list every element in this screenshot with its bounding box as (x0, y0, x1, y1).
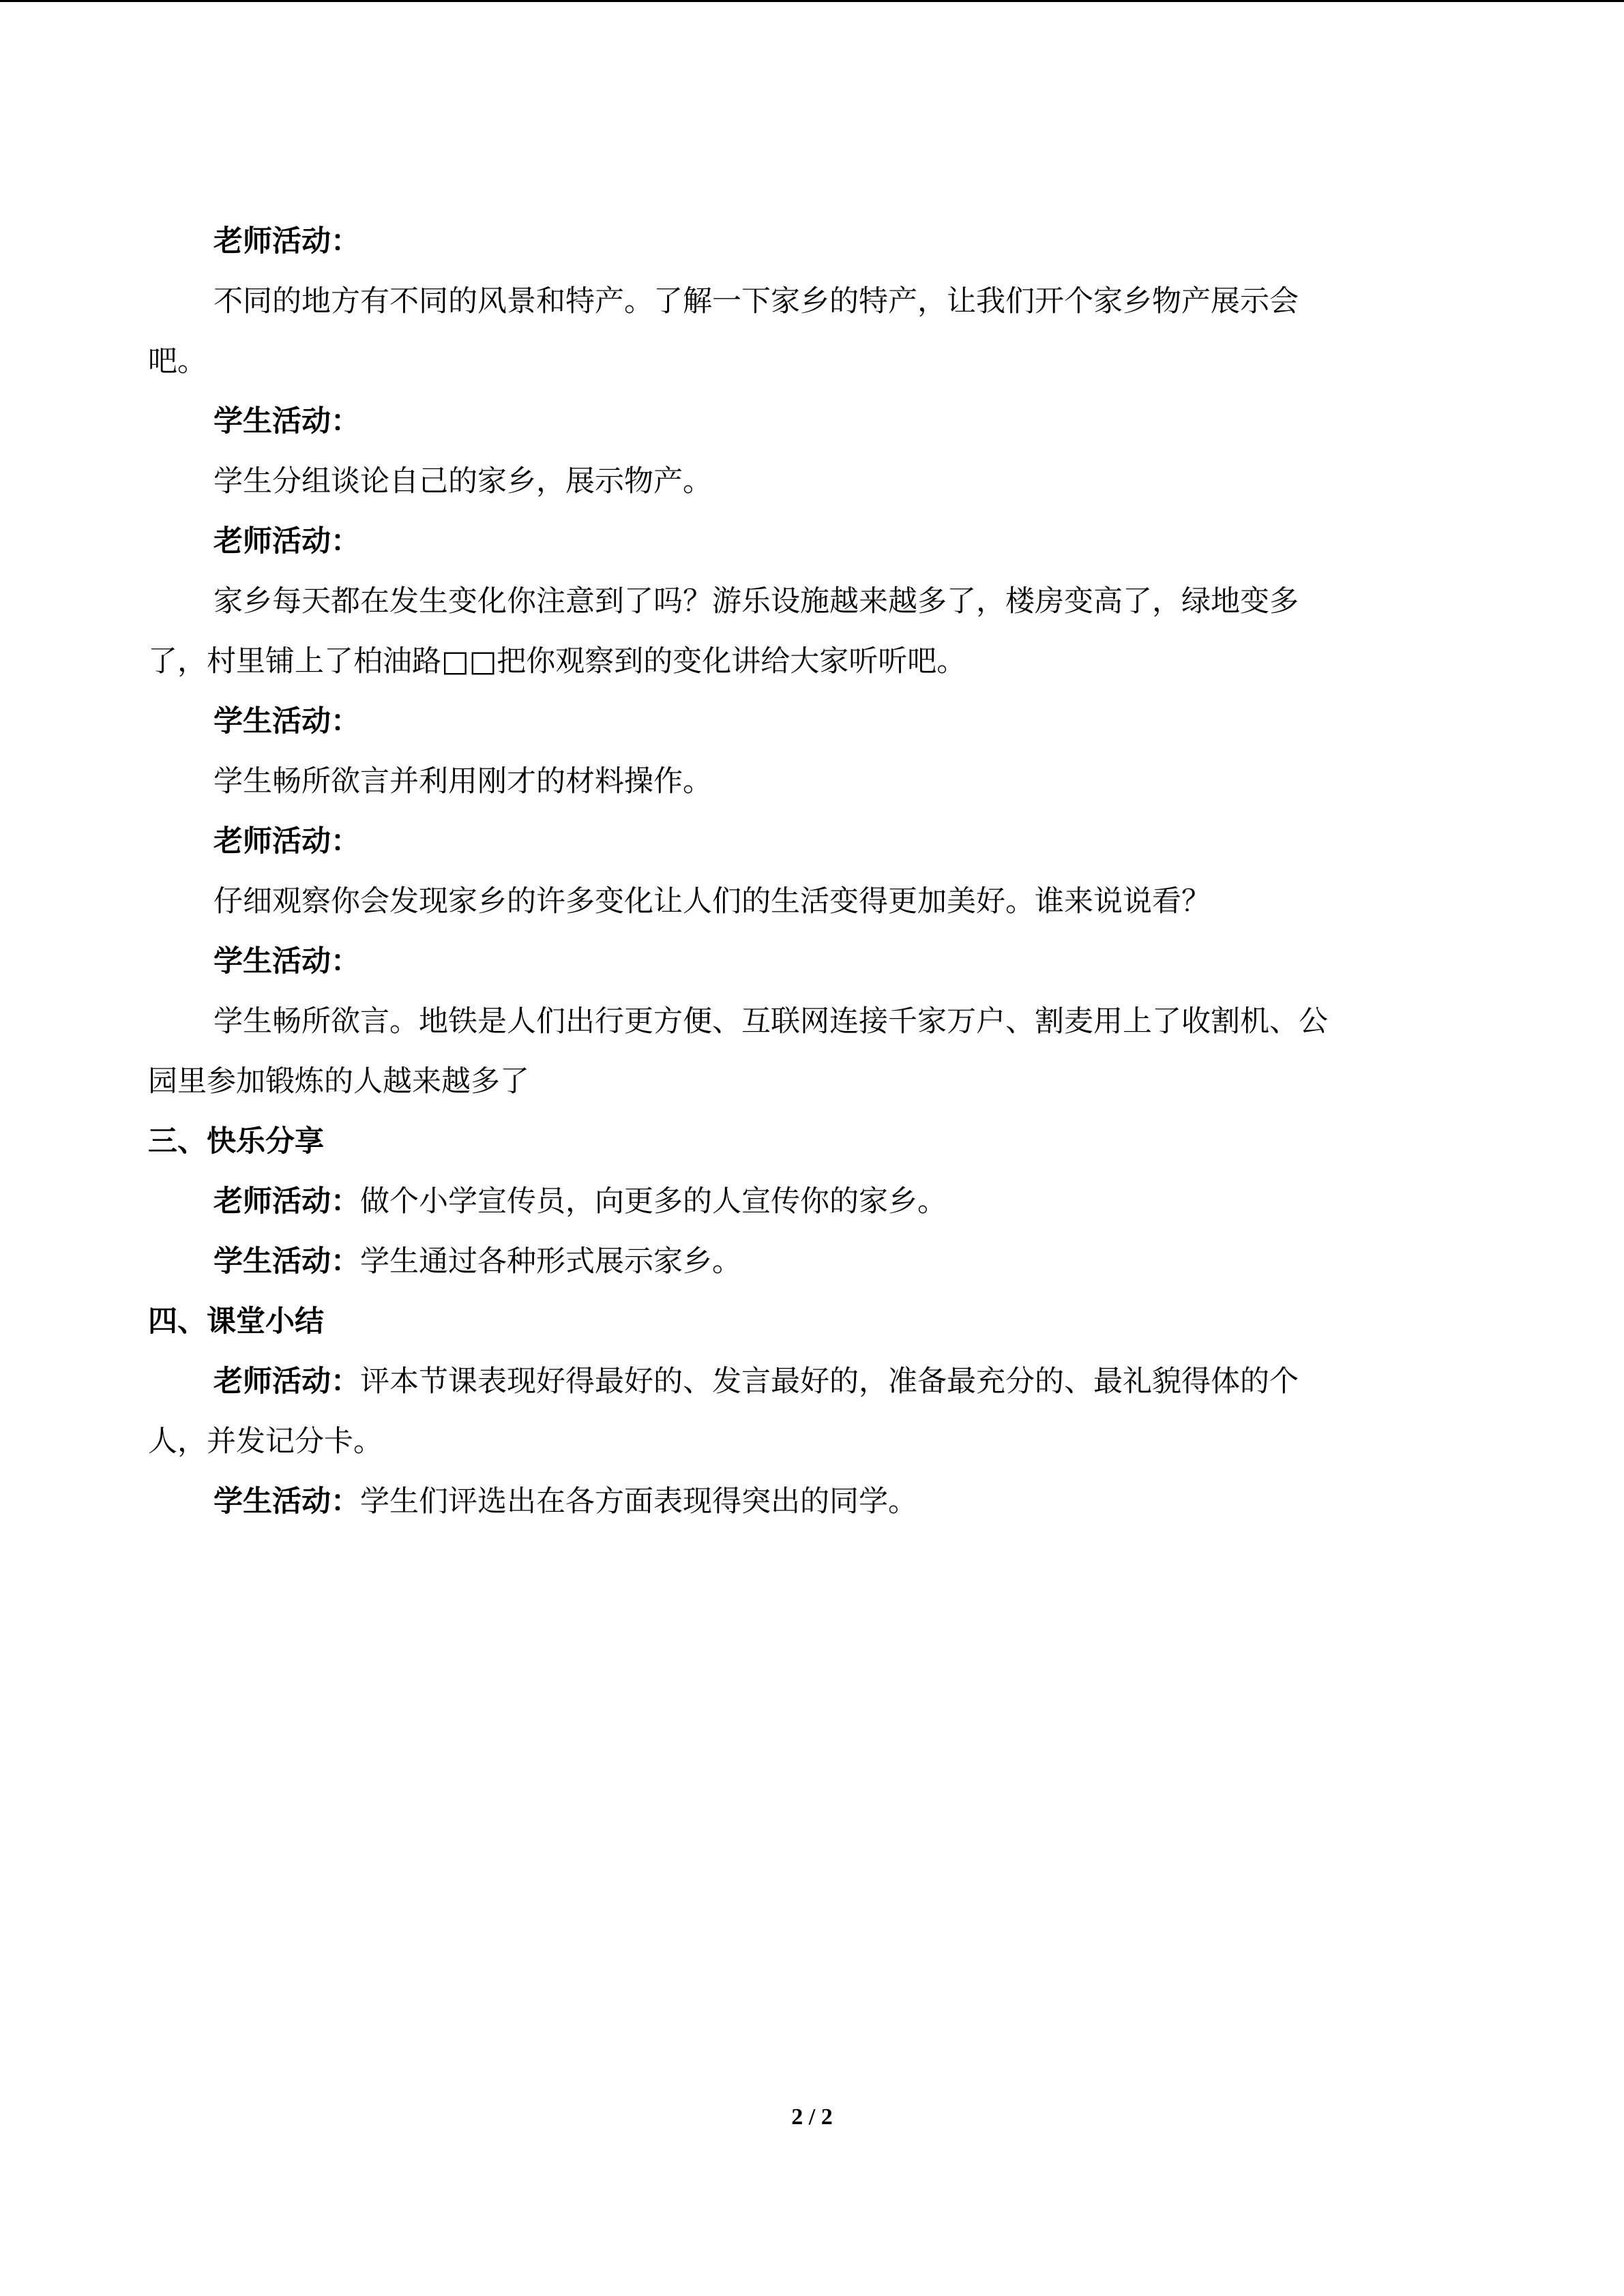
paragraph-line: 人，并发记分卡。 (148, 1425, 383, 1459)
paragraph-line (148, 1172, 1461, 1232)
paragraph-line (148, 1472, 1461, 1532)
activity-label: 学生活动： (213, 1244, 360, 1279)
paragraph-line: 不同的地方有不同的风景和特产。了解一下家乡的特产，让我们开个家乡物产展示会 (213, 284, 1299, 318)
document-body (148, 211, 1461, 1532)
section-heading: 四、课堂小结 (148, 1304, 324, 1339)
activity-label: 学生活动： (213, 1485, 360, 1519)
activity-text: 学生通过各种形式展示家乡。 (360, 1244, 741, 1279)
activity-label: 学生活动： (213, 704, 360, 739)
top-border-line (0, 0, 1624, 2)
activity-text: 做个小学宣传员，向更多的人宣传你的家乡。 (360, 1184, 947, 1219)
activity-label: 学生活动： (213, 944, 360, 979)
paragraph-line: 家乡每天都在发生变化你注意到了吗？游乐设施越来越多了，楼房变高了，绿地变多 (213, 584, 1299, 618)
section-heading: 三、快乐分享 (148, 1124, 324, 1159)
page-number: 2 / 2 (791, 2104, 833, 2130)
paragraph-line: 园里参加锻炼的人越来越多了 (148, 1064, 529, 1099)
activity-label: 老师活动： (213, 1184, 360, 1219)
paragraph-line: 学生畅所欲言。地铁是人们出行更方便、互联网连接千家万户、割麦用上了收割机、公 (213, 1004, 1328, 1039)
activity-label: 老师活动： (213, 224, 360, 258)
activity-text: 评本节课表现好得最好的、发言最好的，准备最充分的、最礼貌得体的个 (360, 1365, 1299, 1399)
activity-label: 老师活动： (213, 1365, 360, 1399)
activity-label: 学生活动： (213, 404, 360, 438)
paragraph-line: 仔细观察你会发现家乡的许多变化让人们的生活变得更加美好。谁来说说看？ (213, 884, 1211, 919)
paragraph-line: 吧。 (148, 344, 207, 378)
activity-text: 学生们评选出在各方面表现得突出的同学。 (360, 1485, 917, 1519)
paragraph-line (148, 1352, 1461, 1412)
paragraph-line: 学生分组谈论自己的家乡，展示物产。 (213, 464, 712, 498)
paragraph-line: 学生畅所欲言并利用刚才的材料操作。 (213, 764, 712, 799)
activity-label: 老师活动： (213, 824, 360, 859)
paragraph-line (148, 1232, 1461, 1292)
activity-label: 老师活动： (213, 524, 360, 558)
paragraph-line: 了，村里铺上了柏油路□□把你观察到的变化讲给大家听听吧。 (148, 644, 966, 679)
